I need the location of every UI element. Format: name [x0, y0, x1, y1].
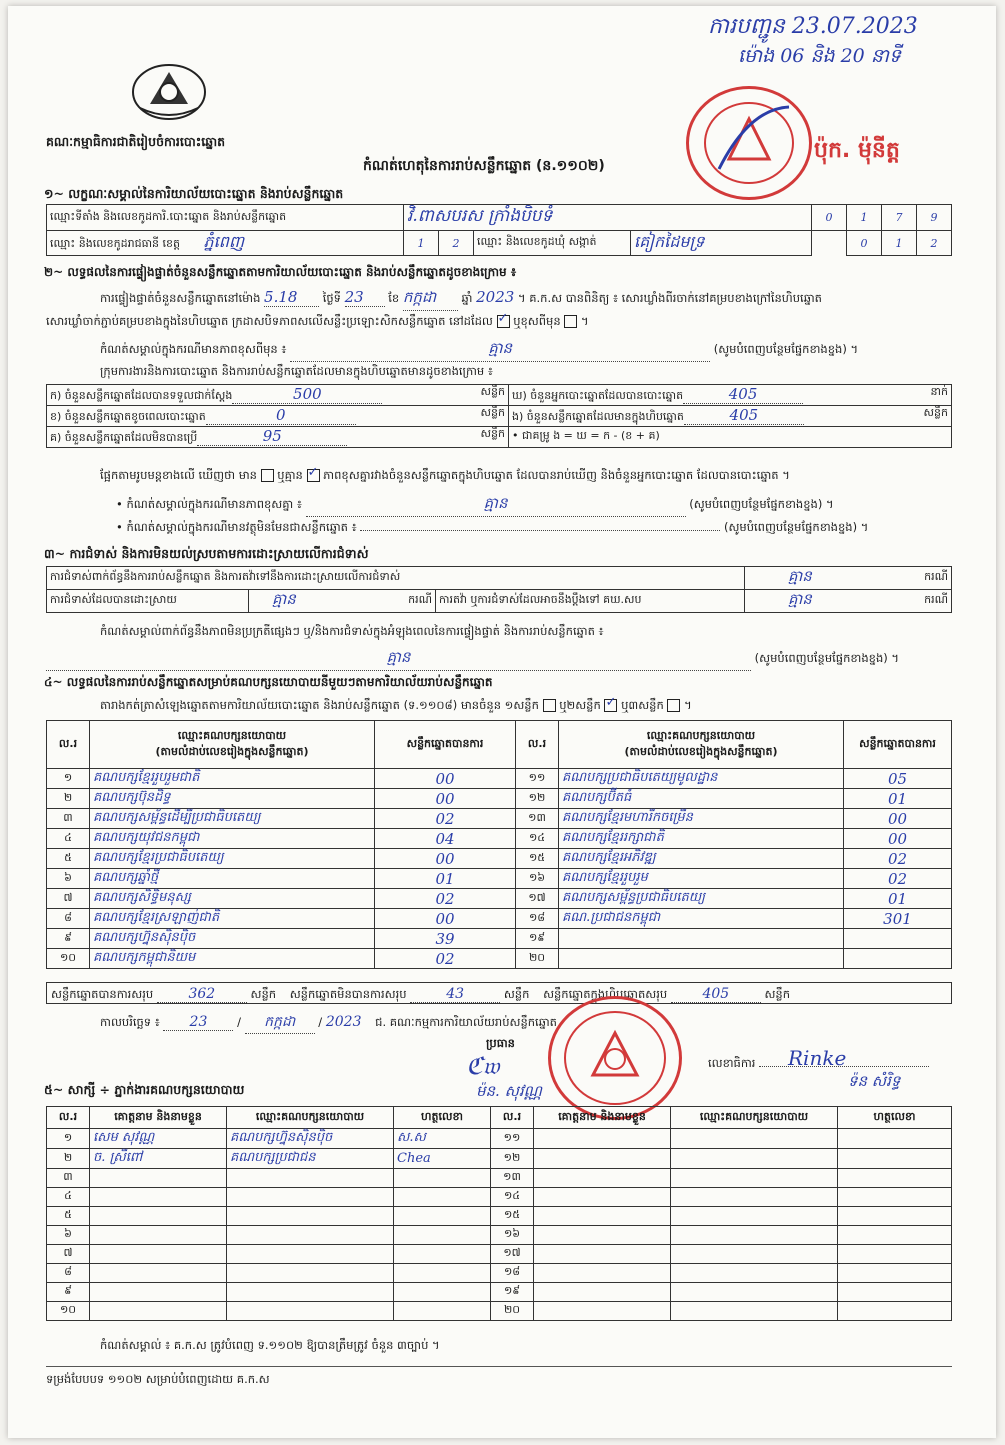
secretary-label: លេខាធិការ: [708, 1056, 756, 1070]
witness-signature: [394, 1188, 491, 1207]
three-sheet-label: ឬ៣សន្លឹក: [621, 698, 664, 712]
commune-label: ឈ្មោះ និងលេខកូដឃុំ សង្កាត់: [474, 231, 631, 256]
row-no: ៨: [47, 909, 90, 929]
one-sheet-checkbox[interactable]: [543, 699, 556, 712]
verify-time-label: ការផ្ទៀងផ្ទាត់ចំនួនសន្លឹកឆ្នោតនៅម៉ោង: [100, 291, 261, 305]
unit: ករណី: [924, 593, 948, 606]
handwritten-submission-time: ម៉ោង 06 និង 20 នាទី: [738, 45, 901, 67]
witness-name: [90, 1264, 227, 1283]
different-checkbox[interactable]: [564, 315, 577, 328]
period: ។: [684, 698, 692, 712]
party-row: [47, 809, 952, 829]
voters-label: ឃ) ចំនួនអ្នកបោះឆ្នោតដែលបានបោះឆ្នោត: [512, 389, 684, 402]
party-row: [47, 869, 952, 889]
unit: សន្លឹក: [503, 987, 530, 1001]
row-no: ១៥: [516, 849, 559, 869]
col-sign: ហត្ថលេខា: [838, 1107, 952, 1129]
section4-heading: ៤~ លទ្ធផលនៃការរាប់សន្លឹកឆ្នោតសម្រាប់គណបក្សនយោបាយនីមួយៗតាមការិយាល័យរាប់សន្លឹកឆ្នោត: [44, 675, 493, 689]
witness-name: [534, 1302, 671, 1321]
no-difference-label: ឬគ្មាន: [277, 468, 303, 482]
three-sheet-checkbox[interactable]: [667, 699, 680, 712]
unit: សន្លឹក: [250, 987, 277, 1001]
witness-row: [47, 1149, 952, 1169]
party-votes: [844, 929, 952, 949]
party-name: គណបក្សខ្មែររួបរួមជាតិ: [90, 769, 375, 789]
witness-name: [90, 1207, 227, 1226]
unit: សន្លឹក: [923, 406, 948, 419]
witness-party: [671, 1245, 838, 1264]
row-no: ៧: [47, 1245, 90, 1264]
objection-table: [46, 566, 952, 613]
party-row: [47, 929, 952, 949]
party-votes: 00: [375, 769, 516, 789]
location-code-digit: 9: [917, 205, 952, 231]
witness-row: [47, 1188, 952, 1207]
col-party: ឈ្មោះគណបក្សនយោបាយ: [227, 1107, 394, 1129]
unit: សន្លឹក: [764, 987, 791, 1001]
witness-party: [671, 1226, 838, 1245]
different-label: ឬខុសពីមុន: [513, 314, 561, 328]
verify-day-value: 23: [345, 288, 385, 307]
unit: សន្លឹក: [480, 427, 505, 440]
party-name: គណបក្សខ្មែរប្រជាធិបតេយ្យ: [90, 849, 375, 869]
row-no: ១៩: [491, 1283, 534, 1302]
no-difference-checkbox[interactable]: [307, 469, 320, 482]
fill-back-note: (សូមបំពេញបន្ថែមផ្នែកខាងខ្នង) ។: [754, 651, 899, 665]
in-box-value: 405: [684, 406, 804, 425]
witness-name: [90, 1226, 227, 1245]
unused-label: គ) ចំនួនសន្លឹកឆ្នោតដែលមិនបានប្រើ: [50, 431, 198, 444]
witness-name: [90, 1302, 227, 1321]
witness-name: [90, 1245, 227, 1264]
row-no: ១២: [516, 789, 559, 809]
row-no: ១៣: [491, 1169, 534, 1188]
resolved-value: គ្មាន: [272, 590, 296, 608]
party-name: [559, 949, 844, 969]
col-party-sub: (តាមលំដាប់លេខរៀងក្នុងសន្លឹកឆ្នោត): [624, 744, 778, 758]
appeal-label: ការតវ៉ា ឬការជំទាស់ដែលអាចនឹងប្តឹងទៅ គឃ.សប: [436, 590, 745, 613]
witness-party: [671, 1264, 838, 1283]
row-no: ១៣: [516, 809, 559, 829]
party-votes: 00: [375, 849, 516, 869]
witness-signature: [394, 1245, 491, 1264]
witness-name: [534, 1129, 671, 1149]
verify-statement: ។ គ.ក.ស បានពិនិត្យ ៖ សោរឃ្លាំងពីរចាក់នៅគម្របខាងក្រៅនៃហិបឆ្នោត: [517, 291, 822, 305]
witness-name: [534, 1188, 671, 1207]
witness-name: [90, 1188, 227, 1207]
witness-party: [671, 1283, 838, 1302]
party-row: [47, 949, 952, 969]
party-votes: 00: [844, 829, 952, 849]
difference-remark-label: • កំណត់សម្គាល់ក្នុងករណីមានភាពខុសគ្នា ៖: [116, 497, 302, 511]
col-no: ល.រ: [516, 721, 559, 769]
witness-signature: [838, 1149, 952, 1169]
witness-party: [227, 1169, 394, 1188]
witness-party: [227, 1226, 394, 1245]
secretary-name: ទ៉ន សំរិទ្ធ: [848, 1072, 901, 1090]
witness-table: [46, 1106, 952, 1321]
witness-party: [671, 1207, 838, 1226]
verify-year-value: 2023: [476, 288, 515, 306]
commune-code-digit: 2: [917, 231, 952, 256]
witness-signature: [838, 1226, 952, 1245]
province-code-digit: 1: [404, 231, 439, 256]
col-name: គោត្តនាម និងនាមខ្លួន: [534, 1107, 671, 1129]
col-party: ឈ្មោះគណបក្សនយោបាយ: [671, 1107, 838, 1129]
witness-signature: [838, 1245, 952, 1264]
col-party-sub: (តាមលំដាប់លេខរៀងក្នុងសន្លឹកឆ្នោត): [155, 744, 309, 758]
col-name: គោត្តនាម និងនាមខ្លួន: [90, 1107, 227, 1129]
witness-name: [534, 1149, 671, 1169]
row-no: ៨: [47, 1264, 90, 1283]
party-name: គណបក្សឆ្នាំថ្មី: [90, 869, 375, 889]
province-label: ឈ្មោះ និងលេខកូដរាជធានី ខេត្ត: [50, 237, 180, 250]
difference-note-label: កំណត់សម្គាល់ក្នុងករណីមានភាពខុសពីមុន ៖: [100, 342, 287, 356]
footnote: កំណត់សម្គាល់ ៖ គ.ក.ស ត្រូវបំពេញ ទ.១១០២ ឱ្យបានត្រឹមត្រូវ ចំនួន ៣ច្បាប់ ។: [100, 1338, 440, 1352]
ballot-count-table: [46, 384, 952, 448]
witness-signature: [394, 1207, 491, 1226]
witness-row: [47, 1207, 952, 1226]
date-label: កាលបរិច្ឆេទ ៖: [100, 1015, 160, 1029]
two-sheet-label: ឬ២សន្លឹក: [559, 698, 601, 712]
row-no: ៥: [47, 849, 90, 869]
witness-row: [47, 1226, 952, 1245]
witness-party: [227, 1264, 394, 1283]
witness-signature: [838, 1302, 952, 1321]
party-name: គណ.ប្រជាជនកម្ពុជា: [559, 909, 844, 929]
section3-heading: ៣~ ការជំទាស់ និងការមិនយល់ស្របតាមការដោះស្រាយលើការជំទាស់: [44, 546, 369, 561]
party-votes: 05: [844, 769, 952, 789]
resolved-label: ការជំទាស់ដែលបានដោះស្រាយ: [47, 590, 249, 613]
row-no: ២០: [491, 1302, 534, 1321]
witness-name: [534, 1245, 671, 1264]
row-no: ១: [47, 1129, 90, 1149]
spoiled-label: ខ) ចំនួនសន្លឹកឆ្នោតខូចពេលបោះឆ្នោត: [50, 410, 206, 423]
commune-code-digit: 0: [847, 231, 882, 256]
section1-heading: ១~ លក្ខណៈសម្គាល់នៃការិយាល័យបោះឆ្នោត និងរាប់សន្លឹកឆ្នោត: [44, 186, 344, 201]
row-no: ១០: [47, 949, 90, 969]
unit: សន្លឹក: [480, 406, 505, 419]
party-votes: 01: [844, 889, 952, 909]
party-name: គណបក្សសម្ព័ន្ធដើម្បីប្រជាធិបតេយ្យ: [90, 809, 375, 829]
witness-signature: [394, 1264, 491, 1283]
party-name: [559, 929, 844, 949]
witness-name: [534, 1264, 671, 1283]
section2-heading: ២~ លទ្ធផលនៃការផ្ទៀងផ្ទាត់ចំនួនសន្លឹកឆ្នោតតាមការិយាល័យបោះឆ្នោត និងរាប់សន្លឹកឆ្នោតដូចខាងក្រោម ៖: [44, 265, 517, 279]
date-month: កក្កដា: [245, 1012, 315, 1034]
witness-name: [534, 1226, 671, 1245]
province-code-digit: 2: [439, 231, 474, 256]
witness-signature: ស.ស: [394, 1129, 491, 1149]
party-name: គណបក្សហ្វ៊ុនស៊ិនប៉ិច: [90, 929, 375, 949]
witness-party: [671, 1302, 838, 1321]
party-votes: [844, 949, 952, 969]
col-sign: ហត្ថលេខា: [394, 1107, 491, 1129]
row-no: ១: [47, 769, 90, 789]
witness-party: [671, 1129, 838, 1149]
verify-time-value: 5.18: [264, 288, 319, 307]
col-no: ល.រ: [491, 1107, 534, 1129]
committee-name: គណៈកម្មាធិការជាតិរៀបចំការបោះឆ្នោត: [46, 134, 226, 149]
party-row: [47, 769, 952, 789]
party-votes: 02: [375, 889, 516, 909]
witness-signature: [838, 1129, 952, 1149]
foreign-object-label: • កំណត់សម្គាល់ក្នុងករណីមានវត្ថុមិនមែនជាសន្លឹកឆ្នោត ៖: [116, 520, 357, 534]
col-votes: សន្លឹកឆ្នោតបានការ: [375, 721, 516, 769]
row-no: ៣: [47, 1169, 90, 1188]
unit: ករណី: [408, 593, 432, 606]
row-no: ១៧: [516, 889, 559, 909]
col-votes: សន្លឹកឆ្នោតបានការ: [844, 721, 952, 769]
party-name: គណបក្សសិទ្ធិមនុស្ស: [90, 889, 375, 909]
party-votes: 02: [844, 869, 952, 889]
unit: សន្លឹក: [480, 385, 505, 398]
unit: នាក់: [930, 385, 948, 398]
party-votes: 01: [375, 869, 516, 889]
party-row: [47, 889, 952, 909]
witness-row: [47, 1245, 952, 1264]
ballot-count-intro: ក្រុមការងារនិងការបោះឆ្នោត និងការរាប់សន្លឹកឆ្នោតដែលមានក្នុងហិបឆ្នោតមានដូចខាងក្រោម ៖: [100, 364, 493, 378]
witness-name: [90, 1169, 227, 1188]
party-name: គណបក្សខ្មែររួបរួម: [559, 869, 844, 889]
row-no: ១៦: [516, 869, 559, 889]
form-page: ការបញ្ជូន 23.07.2023 ម៉ោង 06 និង 20 នាទី ប៉ុក. ម៉ុនីត្ត គណៈកម្មាធិការជាតិរៀបចំការបោះឆ្នោត កំណត់ហេតុនៃការរាប់សន្លឹកឆ្នោត (ន.១១០២) ១~ លក្ខណៈសម្គាល់នៃការិយាល័យបោះឆ្នោត និងរាប់សន្លឹកឆ្នោត ឈ្មោះទីតាំង និងលេខកូដការិ.បោះឆ្នោត និងរាប់សន្លឹកឆ្នោត វិ.ពាសបរស ក្រាំងបិបទំ 0 1 7 9 ឈ្មោះ និងលេខកូដរាជធានី ខេត្ត ភ្នំពេញ 1 2 ឈ្មោះ និងលេខកូដឃុំ សង្កាត់ គៀកដៃមទ្រ 0 1 2 ២~ លទ្ធផលនៃការផ្ទៀងផ្ទាត់ចំនួនសន្លឹកឆ្នោតតាមការិយាល័យបោះឆ្នោត និងរាប់សន្លឹកឆ្នោតដូចខាងក្រោម ៖ ការផ្ទៀងផ្ទាត់ចំនួនសន្លឹកឆ្នោតនៅម៉ោង 5.18 ថ្ងៃទី 23 ខែ កក្កដា ឆ្នាំ 2023 ។ គ.ក.ស បានពិនិត្យ ៖ សោរឃ្លាំងពីរចាក់នៅគម្របខាងក្រៅនៃហិបឆ្នោត សោរឃ្លាំចាក់ភ្ជាប់គម្របខាងក្នុងនៃហិបឆ្នោត ក្រដាសបិទភាពសលើសន្លឹះប្រឡោះសិកសន្លឹកឆ្នោត នៅដដែល ✓ ឬខុសពីមុន ។ កំណត់សម្គាល់ក្នុងករណីមានភាពខុសពីមុន ៖ គ្មាន (សូមបំពេញបន្ថែមផ្នែកខាងខ្នង) ។ ក្រុមការងារនិងការបោះឆ្នោត និងការរាប់សន្លឹកឆ្នោតដែលមានក្នុងហិបឆ្នោតមានដូចខាងក្រោម ៖ ក) ចំនួនសន្លឹកឆ្នោតដែលបានទទួលជាក់ស្តែង 500 សន្លឹក ឃ) ចំនួនអ្នកបោះឆ្នោតដែលបានបោះឆ្នោត 405 នាក់ ខ) ចំនួនសន្លឹកឆ្នោតខូចពេលបោះឆ្នោត 0 សន្លឹក ង) ចំនួនសន្លឹកឆ្នោតដែលមានក្នុងហិបឆ្នោត 405 សន្លឹក គ) ចំនួនសន្លឹកឆ្នោតដែលមិនបានប្រើ 95 សន្លឹក • ជាគម្រូ ង = ឃ = ក - (ខ + គ) ផ្អែកតាមរូបមន្តខាងលើ ឃើញថា មាន ឬគ្មាន ✓ ភាពខុសគ្នារវាងចំនួនសន្លឹកឆ្នោតក្នុងហិបឆ្នោត ដែលបានរាប់ឃើញ និងចំនួនអ្នកបោះឆ្នោត ដែលបានបោះឆ្នោត ។ • កំណត់សម្គាល់ក្នុងករណីមានភាពខុសគ្នា ៖ គ្មាន (សូមបំពេញបន្ថែមផ្នែកខាងខ្នង) ។ • កំណត់សម្គាល់ក្នុងករណីមានវត្ថុមិនមែនជាសន្លឹកឆ្នោត ៖ (សូមបំពេញបន្ថែមផ្នែកខាងខ្នង) ។ ៣~ ការជំទាស់ និងការមិនយល់ស្របតាមការដោះស្រាយលើការជំទាស់ ការជំទាស់ពាក់ព័ន្ធនឹងការរាប់សន្លឹកឆ្នោត និងការតវ៉ាទៅនឹងការដោះស្រាយលើការជំទាស់ គ្មាន ករណី ការជំទាស់ដែលបានដោះស្រាយ គ្មាន ករណី ការតវ៉ា ឬការជំទាស់ដែលអាចនឹងប្តឹងទៅ គឃ.សប គ្មាន ករណី កំណត់សម្គាល់ពាក់ព័ន្ធនឹងភាពមិនប្រក្រតីផ្សេងៗ ឬ/និងការជំទាស់ក្នុងអំឡុងពេលនៃការផ្ទៀងផ្ទាត់ និងការរាប់សន្លឹកឆ្នោត ៖ គ្មាន (សូមបំពេញបន្ថែមផ្នែកខាងខ្នង) ។ ៤~ លទ្ធផលនៃការរាប់សន្លឹកឆ្នោតសម្រាប់គណបក្សនយោបាយនីមួយៗតាមការិយាល័យរាប់សន្លឹកឆ្នោត តារាងកត់ត្រាសំឡេងឆ្នោតតាមការិយាល័យបោះឆ្នោត និងរាប់សន្លឹកឆ្នោត (ទ.១១០៨) មានចំនួន ១សន្លឹក ឬ២សន្លឹក ✓ ឬ៣សន្លឹក ។ ល.រ ឈ្មោះគណបក្សនយោបាយ (តាមលំដាប់លេខរៀងក្នុងសន្លឹកឆ្នោត) សន្លឹកឆ្នោតបានការ ល.រ ឈ្មោះគណបក្សនយោបាយ (តាមលំដាប់លេខរៀងក្នុងសន្លឹកឆ្នោត) សន្លឹកឆ្នោតបានការ ១ គណបក្សខ្មែររួបរួមជាតិ 00 ១១ គណបក្សប្រជាធិបតេយ្យមូលដ្ឋាន 05 ២ គណបក្សប៊ុនដិទ្ធ 00 ១២ គណបក្សប៊ីតធំ 01 ៣ គណបក្សសម្ព័ន្ធដើម្បីប្រជាធិបតេយ្យ 02 ១៣ គណបក្សខ្មែរមហារីកចម្រើន 00 ៤ គណបក្សយុវជនកម្ពុជា 04 ១៤ គណបក្សខ្មែររក្សាជាតិ 00 ៥ គណបក្សខ្មែរប្រជាធិបតេយ្យ 00 ១៥ គណបក្សខ្មែរអភិវឌ្ឍ 02 ៦ គណបក្សឆ្នាំថ្មី 01 ១៦ គណបក្សខ្មែររួបរួម 02 ៧ គណបក្សសិទ្ធិមនុស្ស 02 ១៧ គណបក្សសម្ព័ន្ធប្រជាធិបតេយ្យ 01 ៨ គណបក្សខ្មែរស្រឡាញ់ជាតិ 00 ១៨ គណ.ប្រជាជនកម្ពុជា 301 ៩ គណបក្សហ្វ៊ុនស៊ិនប៉ិច 39 ១៩ ១០ គណបក្សកម្ពុជានិយម 02 ២០ សន្លឹកឆ្នោតបានការសរុប 362 សន្លឹក សន្លឹកឆ្នោតមិនបានការសរុប 43 សន្លឹក សន្លឹកឆ្នោតក្នុងហិបឆ្នោតសរុប 405 សន្លឹក កាលបរិច្ឆេទ ៖ 23 / កក្កដា / 2023 ជ. គណៈកម្មការការិយាល័យរាប់សន្លឹកឆ្នោត ប្រធាន ℭ𝔴 ម៉ន. សុវណ្ណ លេខាធិការ Rinke ទ៉ន សំរិទ្ធ ៥~ សាក្សី ÷ ភ្នាក់ងារគណបក្សនយោបាយ ល.រ គោត្តនាម និងនាមខ្លួន ឈ្មោះគណបក្សនយោបាយ ហត្ថលេខា ល.រ គោត្តនាម និងនាមខ្លួន ឈ្មោះគណបក្សនយោបាយ ហត្ថលេខា ១ សេម សុវណ្ណ គណបក្សហ្វ៊ុនស៊ិនប៉ិច ស.ស ១១ ២ ច. ស្រីពៅ គណបក្សប្រជាជន Chea ១២ ៣ ១៣ ៤ ១៤ ៥ ១៥ ៦ ១៦ ៧ ១៧ ៨ ១៨ ៩ ១៩ ១០ ២០ កំណត់សម្គាល់ ៖ គ.ក.ស ត្រូវបំពេញ ទ.១១០២ ឱ្យបានត្រឹមត្រូវ ចំនួន ៣ច្បាប់ ។ ទម្រង់បែបបទ ១១០២ សម្រាប់បំពេញដោយ គ.ក.ស: [8, 6, 996, 1438]
location-code-digit: 0: [812, 205, 847, 231]
day-label: ថ្ងៃទី: [322, 291, 341, 305]
row-no: ១១: [516, 769, 559, 789]
row-no: ៧: [47, 889, 90, 909]
witness-signature: [394, 1302, 491, 1321]
witness-signature: [394, 1226, 491, 1245]
party-row: [47, 829, 952, 849]
witness-signature: [838, 1188, 952, 1207]
party-name: គណបក្សកម្ពុជានិយម: [90, 949, 375, 969]
witness-party: [227, 1302, 394, 1321]
commune-value: គៀកដៃមទ្រ: [631, 231, 812, 256]
province-value: ភ្នំពេញ: [203, 232, 245, 251]
witness-signature: [394, 1283, 491, 1302]
party-votes: 02: [375, 949, 516, 969]
footer-divider: [46, 1366, 952, 1367]
total-invalid-label: សន្លឹកឆ្នោតមិនបានការសរុប: [289, 987, 407, 1001]
total-valid-value: 362: [157, 986, 247, 1003]
row-no: ១៤: [491, 1188, 534, 1207]
form-footer: ទម្រង់បែបបទ ១១០២ សម្រាប់បំពេញដោយ គ.ក.ស: [46, 1372, 270, 1386]
in-box-label: ង) ចំនួនសន្លឹកឆ្នោតដែលមានក្នុងហិបឆ្នោត: [512, 410, 684, 423]
row-no: ១៥: [491, 1207, 534, 1226]
row-no: ១៦: [491, 1226, 534, 1245]
party-name: គណបក្សខ្មែរអភិវឌ្ឍ: [559, 849, 844, 869]
party-votes: 39: [375, 929, 516, 949]
objection-label: ការជំទាស់ពាក់ព័ន្ធនឹងការរាប់សន្លឹកឆ្នោត និងការតវ៉ាទៅនឹងការដោះស្រាយលើការជំទាស់: [47, 567, 745, 590]
row-no: ៤: [47, 1188, 90, 1207]
date-year: 2023: [325, 1014, 362, 1030]
col-no: ល.រ: [47, 721, 90, 769]
chair-title: ប្រធាន: [486, 1036, 515, 1050]
row-no: ១២: [491, 1149, 534, 1169]
witness-row: [47, 1129, 952, 1149]
verify-month-value: កក្កដា: [403, 288, 458, 311]
witness-signature: [838, 1207, 952, 1226]
party-name: គណបក្សប៊ីតធំ: [559, 789, 844, 809]
witness-row: [47, 1302, 952, 1321]
row-no: ៦: [47, 1226, 90, 1245]
irregularity-note-label: កំណត់សម្គាល់ពាក់ព័ន្ធនឹងភាពមិនប្រក្រតីផ្សេងៗ ឬ/និងការជំទាស់ក្នុងអំឡុងពេលនៃការផ្ទៀងផ្ទាត់ និងការរាប់សន្លឹកឆ្នោត ៖: [100, 624, 604, 638]
witness-name: ច. ស្រីពៅ: [90, 1149, 227, 1169]
party-votes: 01: [844, 789, 952, 809]
received-value: 500: [232, 385, 382, 404]
official-seal-stamp: [686, 86, 812, 200]
irregularity-note-value: គ្មាន: [386, 648, 411, 666]
unit: ករណី: [924, 570, 948, 583]
row-no: ៣: [47, 809, 90, 829]
row-no: ១១: [491, 1129, 534, 1149]
witness-party: គណបក្សហ្វ៊ុនស៊ិនប៉ិច: [227, 1129, 394, 1149]
total-box-value: 405: [671, 986, 761, 1003]
party-votes: 00: [375, 909, 516, 929]
row-no: ២: [47, 789, 90, 809]
witness-signature: [838, 1283, 952, 1302]
row-no: ១៩: [516, 929, 559, 949]
section5-heading: ៥~ សាក្សី ÷ ភ្នាក់ងារគណបក្សនយោបាយ: [44, 1082, 245, 1097]
witness-name: [534, 1169, 671, 1188]
witness-name: សេម សុវណ្ណ: [90, 1129, 227, 1149]
voters-value: 405: [683, 385, 803, 404]
compare-statement: ភាពខុសគ្នារវាងចំនួនសន្លឹកឆ្នោតក្នុងហិបឆ្នោត ដែលបានរាប់ឃើញ និងចំនួនអ្នកបោះឆ្នោត ដែលបានបោះឆ្នោត ។: [323, 468, 790, 482]
party-name: គណបក្សខ្មែរមហារីកចម្រើន: [559, 809, 844, 829]
witness-party: [671, 1169, 838, 1188]
witness-signature: [394, 1169, 491, 1188]
total-box-label: សន្លឹកឆ្នោតក្នុងហិបឆ្នោតសរុប: [543, 987, 668, 1001]
row-no: ១៧: [491, 1245, 534, 1264]
same-checkbox[interactable]: [497, 315, 510, 328]
location-label: ឈ្មោះទីតាំង និងលេខកូដការិ.បោះឆ្នោត និងរាប់សន្លឹកឆ្នោត: [47, 205, 404, 231]
row-no: ៦: [47, 869, 90, 889]
month-label: ខែ: [388, 291, 400, 305]
party-votes: 02: [844, 849, 952, 869]
party-name: គណបក្សខ្មែរស្រឡាញ់ជាតិ: [90, 909, 375, 929]
stamp-name-text: ប៉ុក. ម៉ុនីត្ត: [814, 138, 900, 163]
location-code-digit: 1: [847, 205, 882, 231]
party-name: គណបក្សយុវជនកម្ពុជា: [90, 829, 375, 849]
row-no: ១៨: [491, 1264, 534, 1283]
foreign-object-value: [360, 530, 720, 531]
party-votes: 02: [375, 809, 516, 829]
has-difference-checkbox[interactable]: [261, 469, 274, 482]
party-name: គណបក្សប៊ុនដិទ្ធ: [90, 789, 375, 809]
spoiled-value: 0: [206, 406, 356, 425]
row-no: ១០: [47, 1302, 90, 1321]
committee-seal-stamp: [548, 996, 682, 1120]
witness-party: គណបក្សប្រជាជន: [227, 1149, 394, 1169]
row-no: ៤: [47, 829, 90, 849]
fill-back-note: (សូមបំពេញបន្ថែមផ្នែកខាងខ្នង) ។: [713, 342, 859, 356]
party-name: គណបក្សសម្ព័ន្ធប្រជាធិបតេយ្យ: [559, 889, 844, 909]
nec-emblem-logo: [130, 62, 208, 122]
location-value: វិ.ពាសបរស ក្រាំងបិបទំ: [407, 206, 553, 226]
chair-name: ម៉ន. សុវណ្ណ: [476, 1082, 542, 1100]
row-no: ១៤: [516, 829, 559, 849]
location-code-digit: 7: [882, 205, 917, 231]
witness-party: [227, 1207, 394, 1226]
party-name: គណបក្សប្រជាធិបតេយ្យមូលដ្ឋាន: [559, 769, 844, 789]
party-row: [47, 789, 952, 809]
signing-committee: ជ. គណៈកម្មការការិយាល័យរាប់សន្លឹកឆ្នោត: [375, 1015, 557, 1029]
secretary-signature: Rinke: [788, 1046, 847, 1070]
handwritten-submission-date: ការបញ្ជូន 23.07.2023: [708, 14, 918, 39]
unused-value: 95: [197, 427, 347, 446]
row-no: ២: [47, 1149, 90, 1169]
witness-row: [47, 1169, 952, 1188]
party-votes: 00: [844, 809, 952, 829]
chair-signature: ℭ𝔴: [466, 1052, 500, 1080]
period: ។: [580, 314, 589, 328]
witness-party: [227, 1188, 394, 1207]
received-label: ក) ចំនួនសន្លឹកឆ្នោតដែលបានទទួលជាក់ស្តែង: [50, 389, 233, 402]
row-no: ៩: [47, 1283, 90, 1302]
total-valid-label: សន្លឹកឆ្នោតបានការសរុប: [51, 987, 154, 1001]
commune-code-digit: 1: [882, 231, 917, 256]
witness-name: [534, 1207, 671, 1226]
form-title: កំណត់ហេតុនៃការរាប់សន្លឹកឆ្នោត (ន.១១០២): [363, 158, 605, 174]
difference-note-value: គ្មាន: [488, 339, 512, 357]
witness-party: [227, 1283, 394, 1302]
party-name: គណបក្សខ្មែររក្សាជាតិ: [559, 829, 844, 849]
witness-signature: [838, 1264, 952, 1283]
witness-row: [47, 1283, 952, 1302]
totals-row: [46, 982, 952, 1004]
appeal-value: គ្មាន: [788, 590, 812, 608]
year-label: ឆ្នាំ: [461, 291, 473, 305]
section1-table: [46, 204, 952, 256]
row-no: ៩: [47, 929, 90, 949]
fill-back-note: (សូមបំពេញបន្ថែមផ្នែកខាងខ្នង) ។: [689, 497, 834, 511]
row-no: ៥: [47, 1207, 90, 1226]
witness-party: [227, 1245, 394, 1264]
tally-sheet-intro: តារាងកត់ត្រាសំឡេងឆ្នោតតាមការិយាល័យបោះឆ្នោត និងរាប់សន្លឹកឆ្នោត (ទ.១១០៨) មានចំនួន ១សន្លឹក: [100, 698, 539, 712]
total-invalid-value: 43: [410, 986, 500, 1003]
fill-back-note: (សូមបំពេញបន្ថែមផ្នែកខាងខ្នង) ។: [723, 520, 869, 534]
col-no: ល.រ: [47, 1107, 90, 1129]
compare-label: ផ្អែកតាមរូបមន្តខាងលើ ឃើញថា មាន: [100, 468, 257, 482]
col-party: ឈ្មោះគណបក្សនយោបាយ: [177, 728, 287, 742]
witness-party: [671, 1188, 838, 1207]
witness-name: [90, 1283, 227, 1302]
party-votes-table: [46, 720, 952, 969]
objection-value: គ្មាន: [788, 567, 812, 585]
seal-check-statement: សោរឃ្លាំចាក់ភ្ជាប់គម្របខាងក្នុងនៃហិបឆ្នោត ក្រដាសបិទភាពសលើសន្លឹះប្រឡោះសិកសន្លឹកឆ្នោត នៅដដែល: [46, 314, 493, 328]
party-votes: 04: [375, 829, 516, 849]
formula: • ជាគម្រូ ង = ឃ = ក - (ខ + គ): [509, 427, 952, 448]
witness-row: [47, 1264, 952, 1283]
row-no: ២០: [516, 949, 559, 969]
col-party: ឈ្មោះគណបក្សនយោបាយ: [646, 728, 756, 742]
party-votes: 301: [844, 909, 952, 929]
witness-signature: Chea: [394, 1149, 491, 1169]
witness-name: [534, 1283, 671, 1302]
party-row: [47, 909, 952, 929]
date-day: 23: [163, 1014, 233, 1031]
party-votes: 00: [375, 789, 516, 809]
witness-party: [671, 1149, 838, 1169]
difference-remark-value: គ្មាន: [483, 494, 508, 512]
row-no: ១៨: [516, 909, 559, 929]
two-sheet-checkbox[interactable]: [604, 699, 617, 712]
party-row: [47, 849, 952, 869]
witness-signature: [838, 1169, 952, 1188]
